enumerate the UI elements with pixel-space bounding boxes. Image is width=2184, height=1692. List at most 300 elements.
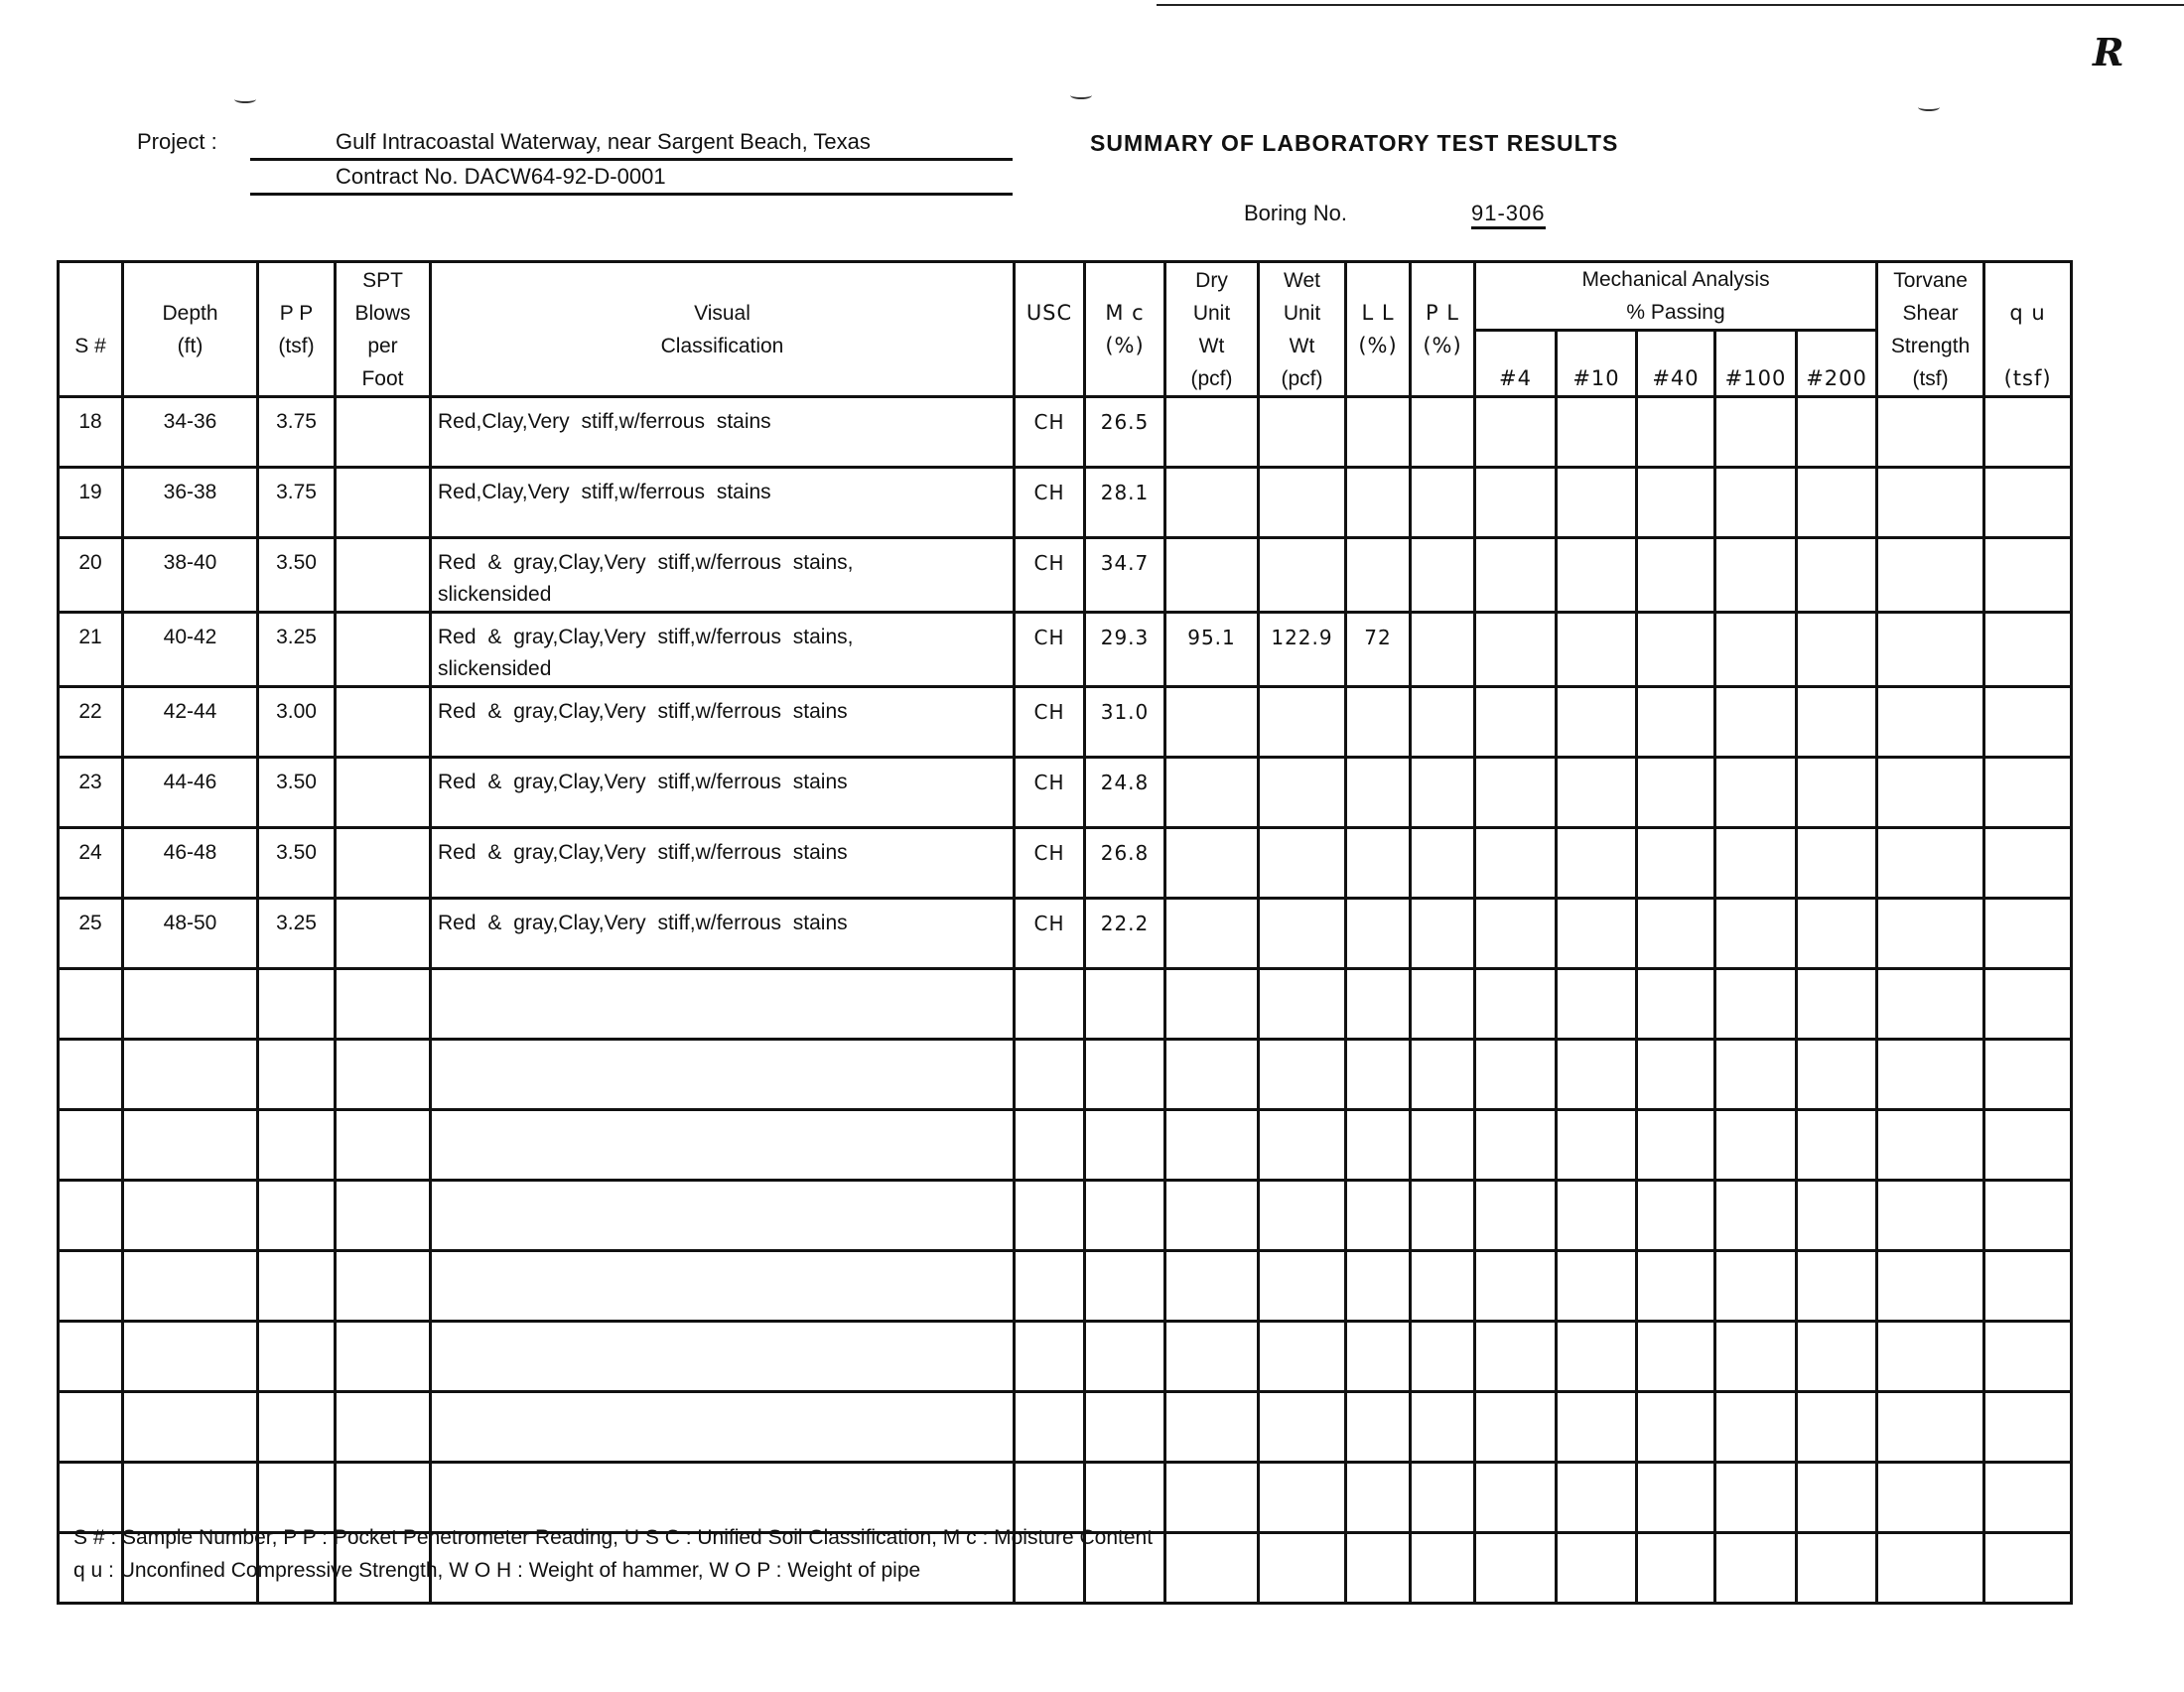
empty-table-row xyxy=(59,1110,2072,1181)
cell-spt xyxy=(336,538,431,613)
empty-cell xyxy=(123,1463,258,1533)
empty-cell xyxy=(1165,1181,1259,1251)
cell-pl xyxy=(1411,828,1475,899)
empty-cell xyxy=(1259,1110,1346,1181)
empty-table-row xyxy=(59,1181,2072,1251)
empty-cell xyxy=(123,1110,258,1181)
empty-cell xyxy=(59,969,123,1040)
cell-mc: 24.8 xyxy=(1085,758,1165,828)
cell-s40 xyxy=(1637,538,1715,613)
cell-s4 xyxy=(1475,687,1557,758)
cell-pl xyxy=(1411,687,1475,758)
empty-cell xyxy=(1557,969,1637,1040)
header-mc: M c (%) xyxy=(1085,262,1165,397)
empty-cell xyxy=(1259,969,1346,1040)
cell-dry xyxy=(1165,538,1259,613)
empty-cell xyxy=(1637,1110,1715,1181)
cell-s200 xyxy=(1797,828,1877,899)
empty-cell xyxy=(123,1392,258,1463)
cell-pp: 3.75 xyxy=(258,397,336,468)
empty-cell xyxy=(258,969,336,1040)
cell-pp: 3.25 xyxy=(258,899,336,969)
cell-torvane xyxy=(1877,828,1984,899)
visual-classification-line: Red & gray,Clay,Very stiff,w/ferrous stains, xyxy=(438,626,854,648)
cell-torvane xyxy=(1877,538,1984,613)
cell-spt xyxy=(336,397,431,468)
cell-pp: 3.00 xyxy=(258,687,336,758)
empty-cell xyxy=(123,1040,258,1110)
empty-cell xyxy=(1165,1251,1259,1322)
cell-ll xyxy=(1346,468,1411,538)
cell-wet: 122.9 xyxy=(1259,613,1346,687)
empty-cell xyxy=(1715,1322,1797,1392)
empty-cell xyxy=(1165,1322,1259,1392)
table-row xyxy=(59,687,2072,758)
cell-mc: 31.0 xyxy=(1085,687,1165,758)
empty-cell xyxy=(1797,1110,1877,1181)
cell-depth: 46-48 xyxy=(123,828,258,899)
empty-cell xyxy=(1984,1110,2072,1181)
cell-s100 xyxy=(1715,613,1797,687)
empty-cell xyxy=(1346,1251,1411,1322)
cell-mc: 29.3 xyxy=(1085,613,1165,687)
cell-pl xyxy=(1411,538,1475,613)
empty-cell xyxy=(431,1181,1015,1251)
empty-cell xyxy=(1877,1463,1984,1533)
cell-pl xyxy=(1411,613,1475,687)
empty-cell xyxy=(1015,1322,1085,1392)
empty-cell xyxy=(1085,1322,1165,1392)
cell-s40 xyxy=(1637,758,1715,828)
empty-cell xyxy=(1165,1392,1259,1463)
empty-cell xyxy=(1557,1040,1637,1110)
cell-visual xyxy=(431,899,1015,969)
empty-cell xyxy=(1715,1392,1797,1463)
cell-s: 21 xyxy=(59,613,123,687)
cell-spt xyxy=(336,828,431,899)
header-visual: Visual Classification xyxy=(431,262,1015,397)
page-title: SUMMARY OF LABORATORY TEST RESULTS xyxy=(1090,130,1619,156)
empty-cell xyxy=(1797,969,1877,1040)
empty-cell xyxy=(431,1040,1015,1110)
cell-pp: 3.25 xyxy=(258,613,336,687)
visual-classification-line: Red & gray,Clay,Very stiff,w/ferrous stains, xyxy=(438,551,854,574)
cell-mc: 26.8 xyxy=(1085,828,1165,899)
empty-cell xyxy=(123,1181,258,1251)
cell-spt xyxy=(336,899,431,969)
cell-s200 xyxy=(1797,468,1877,538)
scan-mark xyxy=(234,95,256,103)
cell-s200 xyxy=(1797,538,1877,613)
cell-visual xyxy=(431,687,1015,758)
legend-line-1: S # : Sample Number, P P : Pocket Penetrometer Reading, U S C : Unified Soil Classification, M c : Moisture Content xyxy=(73,1526,1154,1549)
empty-cell xyxy=(59,1181,123,1251)
cell-s200 xyxy=(1797,397,1877,468)
cell-ll xyxy=(1346,538,1411,613)
boring-number: 91-306 xyxy=(1471,201,1546,229)
cell-visual xyxy=(431,397,1015,468)
empty-cell xyxy=(1346,1040,1411,1110)
table-body xyxy=(59,397,2072,1604)
cell-pl xyxy=(1411,468,1475,538)
empty-cell xyxy=(1715,969,1797,1040)
cell-pp: 3.50 xyxy=(258,538,336,613)
empty-cell xyxy=(1085,1181,1165,1251)
empty-cell xyxy=(1165,1533,1259,1604)
cell-s200 xyxy=(1797,758,1877,828)
cell-dry xyxy=(1165,828,1259,899)
visual-classification-line: slickensided xyxy=(438,657,552,680)
empty-cell xyxy=(1085,1392,1165,1463)
empty-cell xyxy=(1475,1110,1557,1181)
empty-cell xyxy=(1259,1040,1346,1110)
cell-spt xyxy=(336,687,431,758)
empty-cell xyxy=(1797,1533,1877,1604)
empty-cell xyxy=(336,1251,431,1322)
scan-mark xyxy=(1070,91,1092,99)
empty-cell xyxy=(1984,1463,2072,1533)
empty-cell xyxy=(1475,1181,1557,1251)
cell-dry xyxy=(1165,687,1259,758)
cell-s4 xyxy=(1475,468,1557,538)
empty-cell xyxy=(1475,1322,1557,1392)
project-name: Gulf Intracoastal Waterway, near Sargent Beach, Texas xyxy=(250,129,1013,161)
cell-s4 xyxy=(1475,613,1557,687)
legend-line-2: q u : Unconfined Compressive Strength, W O H : Weight of hammer, W O P : Weight of pipe xyxy=(73,1559,921,1582)
cell-usc: CH xyxy=(1015,758,1085,828)
table-row xyxy=(59,468,2072,538)
empty-cell xyxy=(1411,1392,1475,1463)
cell-dry xyxy=(1165,397,1259,468)
cell-s4 xyxy=(1475,758,1557,828)
cell-s4 xyxy=(1475,538,1557,613)
cell-torvane xyxy=(1877,899,1984,969)
empty-cell xyxy=(1346,1533,1411,1604)
empty-cell xyxy=(1259,1463,1346,1533)
empty-cell xyxy=(1877,1322,1984,1392)
cell-wet xyxy=(1259,758,1346,828)
empty-cell xyxy=(1797,1392,1877,1463)
empty-cell xyxy=(1085,969,1165,1040)
cell-s40 xyxy=(1637,687,1715,758)
cell-usc: CH xyxy=(1015,687,1085,758)
empty-cell xyxy=(431,969,1015,1040)
empty-cell xyxy=(1797,1322,1877,1392)
empty-cell xyxy=(1637,1322,1715,1392)
empty-cell xyxy=(336,969,431,1040)
cell-depth: 48-50 xyxy=(123,899,258,969)
empty-cell xyxy=(1637,1392,1715,1463)
header-mechanical-analysis: Mechanical Analysis % Passing xyxy=(1475,262,1877,331)
cell-s: 24 xyxy=(59,828,123,899)
cell-dry xyxy=(1165,758,1259,828)
cell-s10 xyxy=(1557,828,1637,899)
cell-wet xyxy=(1259,397,1346,468)
cell-usc: CH xyxy=(1015,828,1085,899)
cell-ll xyxy=(1346,397,1411,468)
empty-cell xyxy=(1797,1463,1877,1533)
cell-ll: 72 xyxy=(1346,613,1411,687)
empty-cell xyxy=(1475,1533,1557,1604)
empty-cell xyxy=(1475,1040,1557,1110)
empty-cell xyxy=(336,1392,431,1463)
handwritten-mark: R xyxy=(2093,30,2124,74)
cell-s40 xyxy=(1637,397,1715,468)
cell-usc: CH xyxy=(1015,397,1085,468)
empty-cell xyxy=(1015,1181,1085,1251)
empty-cell xyxy=(59,1392,123,1463)
cell-s100 xyxy=(1715,687,1797,758)
visual-classification-line: slickensided xyxy=(438,583,552,606)
cell-s40 xyxy=(1637,899,1715,969)
visual-classification-line: Red & gray,Clay,Very stiff,w/ferrous stains xyxy=(438,700,848,723)
cell-visual xyxy=(431,538,1015,613)
empty-cell xyxy=(336,1322,431,1392)
empty-cell xyxy=(1475,1251,1557,1322)
header-sieve-40: #40 xyxy=(1637,331,1715,397)
cell-qu xyxy=(1984,613,2072,687)
empty-cell xyxy=(1557,1322,1637,1392)
empty-cell xyxy=(1259,1181,1346,1251)
empty-cell xyxy=(1085,1251,1165,1322)
empty-cell xyxy=(258,1322,336,1392)
empty-cell xyxy=(1346,1181,1411,1251)
empty-cell xyxy=(336,1181,431,1251)
lab-results-table xyxy=(57,260,2073,1605)
empty-cell xyxy=(1637,1463,1715,1533)
empty-cell xyxy=(1346,1392,1411,1463)
empty-cell xyxy=(1475,1463,1557,1533)
cell-s10 xyxy=(1557,468,1637,538)
project-label: Project : xyxy=(137,129,217,154)
visual-classification-line: Red & gray,Clay,Very stiff,w/ferrous stains xyxy=(438,841,848,864)
empty-cell xyxy=(1411,1322,1475,1392)
cell-pl xyxy=(1411,758,1475,828)
empty-cell xyxy=(1015,1392,1085,1463)
empty-cell xyxy=(431,1463,1015,1533)
cell-s10 xyxy=(1557,397,1637,468)
empty-cell xyxy=(1557,1533,1637,1604)
empty-cell xyxy=(1015,1251,1085,1322)
cell-depth: 36-38 xyxy=(123,468,258,538)
header-sieve-4: #4 xyxy=(1475,331,1557,397)
empty-cell xyxy=(59,1463,123,1533)
cell-qu xyxy=(1984,397,2072,468)
cell-visual xyxy=(431,613,1015,687)
cell-mc: 34.7 xyxy=(1085,538,1165,613)
empty-cell xyxy=(431,1110,1015,1181)
cell-usc: CH xyxy=(1015,468,1085,538)
cell-ll xyxy=(1346,828,1411,899)
table-row xyxy=(59,538,2072,613)
header-sieve-100: #100 xyxy=(1715,331,1797,397)
empty-cell xyxy=(1557,1251,1637,1322)
empty-cell xyxy=(1715,1110,1797,1181)
cell-qu xyxy=(1984,468,2072,538)
header-depth: Depth (ft) xyxy=(123,262,258,397)
cell-mc: 22.2 xyxy=(1085,899,1165,969)
cell-pp: 3.50 xyxy=(258,828,336,899)
visual-classification-line: Red,Clay,Very stiff,w/ferrous stains xyxy=(438,410,771,433)
empty-table-row xyxy=(59,969,2072,1040)
empty-cell xyxy=(431,1251,1015,1322)
empty-cell xyxy=(1797,1181,1877,1251)
cell-qu xyxy=(1984,538,2072,613)
cell-s40 xyxy=(1637,613,1715,687)
empty-cell xyxy=(1346,1110,1411,1181)
cell-s200 xyxy=(1797,687,1877,758)
empty-cell xyxy=(1259,1322,1346,1392)
cell-s200 xyxy=(1797,613,1877,687)
cell-depth: 42-44 xyxy=(123,687,258,758)
empty-cell xyxy=(1877,1110,1984,1181)
cell-spt xyxy=(336,613,431,687)
empty-cell xyxy=(1411,1533,1475,1604)
visual-classification-line: Red,Clay,Very stiff,w/ferrous stains xyxy=(438,481,771,503)
header-wet-unit-wt: Wet Unit Wt (pcf) xyxy=(1259,262,1346,397)
cell-pl xyxy=(1411,397,1475,468)
empty-cell xyxy=(1411,969,1475,1040)
empty-cell xyxy=(336,1463,431,1533)
cell-s40 xyxy=(1637,468,1715,538)
empty-cell xyxy=(1259,1392,1346,1463)
cell-s10 xyxy=(1557,687,1637,758)
empty-cell xyxy=(59,1110,123,1181)
empty-cell xyxy=(1984,969,2072,1040)
cell-pp: 3.75 xyxy=(258,468,336,538)
empty-cell xyxy=(1259,1533,1346,1604)
empty-cell xyxy=(1637,1251,1715,1322)
table-row xyxy=(59,828,2072,899)
empty-cell xyxy=(1797,1251,1877,1322)
cell-qu xyxy=(1984,899,2072,969)
cell-depth: 44-46 xyxy=(123,758,258,828)
empty-cell xyxy=(123,1251,258,1322)
header-qu: q u (tsf) xyxy=(1984,262,2072,397)
cell-torvane xyxy=(1877,613,1984,687)
header-torvane: Torvane Shear Strength (tsf) xyxy=(1877,262,1984,397)
cell-s: 20 xyxy=(59,538,123,613)
cell-torvane xyxy=(1877,687,1984,758)
empty-cell xyxy=(59,1251,123,1322)
empty-cell xyxy=(1637,1533,1715,1604)
cell-wet xyxy=(1259,687,1346,758)
empty-table-row xyxy=(59,1322,2072,1392)
empty-cell xyxy=(59,1040,123,1110)
empty-cell xyxy=(336,1040,431,1110)
visual-classification-line: Red & gray,Clay,Very stiff,w/ferrous stains xyxy=(438,771,848,793)
empty-cell xyxy=(336,1110,431,1181)
cell-spt xyxy=(336,468,431,538)
header-usc: USC xyxy=(1015,262,1085,397)
cell-s100 xyxy=(1715,468,1797,538)
cell-depth: 34-36 xyxy=(123,397,258,468)
empty-cell xyxy=(1984,1392,2072,1463)
cell-s200 xyxy=(1797,899,1877,969)
empty-cell xyxy=(1877,1040,1984,1110)
empty-cell xyxy=(1085,1040,1165,1110)
empty-cell xyxy=(258,1251,336,1322)
empty-cell xyxy=(1984,1533,2072,1604)
cell-depth: 38-40 xyxy=(123,538,258,613)
cell-usc: CH xyxy=(1015,538,1085,613)
cell-mc: 28.1 xyxy=(1085,468,1165,538)
empty-table-row xyxy=(59,1040,2072,1110)
cell-ll xyxy=(1346,899,1411,969)
empty-cell xyxy=(123,1322,258,1392)
empty-cell xyxy=(1715,1181,1797,1251)
empty-cell xyxy=(1165,969,1259,1040)
empty-cell xyxy=(1085,1110,1165,1181)
empty-cell xyxy=(1637,969,1715,1040)
cell-s: 23 xyxy=(59,758,123,828)
header-dry-unit-wt: Dry Unit Wt (pcf) xyxy=(1165,262,1259,397)
empty-table-row xyxy=(59,1251,2072,1322)
cell-s10 xyxy=(1557,613,1637,687)
cell-wet xyxy=(1259,828,1346,899)
empty-cell xyxy=(1715,1040,1797,1110)
cell-torvane xyxy=(1877,758,1984,828)
empty-cell xyxy=(1411,1251,1475,1322)
empty-cell xyxy=(1984,1181,2072,1251)
empty-cell xyxy=(258,1040,336,1110)
contract-number: Contract No. DACW64-92-D-0001 xyxy=(250,164,1013,196)
header-sample: S # xyxy=(59,262,123,397)
cell-s100 xyxy=(1715,899,1797,969)
empty-cell xyxy=(1877,1392,1984,1463)
empty-cell xyxy=(1015,1040,1085,1110)
empty-cell xyxy=(1165,1040,1259,1110)
cell-wet xyxy=(1259,899,1346,969)
empty-table-row xyxy=(59,1463,2072,1533)
empty-cell xyxy=(1259,1251,1346,1322)
cell-wet xyxy=(1259,468,1346,538)
empty-cell xyxy=(1984,1251,2072,1322)
empty-cell xyxy=(431,1392,1015,1463)
cell-dry: 95.1 xyxy=(1165,613,1259,687)
cell-wet xyxy=(1259,538,1346,613)
empty-cell xyxy=(1015,1463,1085,1533)
empty-cell xyxy=(1877,969,1984,1040)
empty-cell xyxy=(1015,1110,1085,1181)
cell-s4 xyxy=(1475,397,1557,468)
empty-cell xyxy=(123,969,258,1040)
header-spt: SPT Blows per Foot xyxy=(336,262,431,397)
cell-s10 xyxy=(1557,538,1637,613)
cell-usc: CH xyxy=(1015,613,1085,687)
cell-pp: 3.50 xyxy=(258,758,336,828)
empty-cell xyxy=(258,1181,336,1251)
cell-dry xyxy=(1165,899,1259,969)
empty-cell xyxy=(1715,1251,1797,1322)
cell-pl xyxy=(1411,899,1475,969)
cell-ll xyxy=(1346,758,1411,828)
empty-table-row xyxy=(59,1392,2072,1463)
cell-mc: 26.5 xyxy=(1085,397,1165,468)
header-sieve-10: #10 xyxy=(1557,331,1637,397)
scan-mark xyxy=(1918,103,1940,111)
empty-cell xyxy=(1346,969,1411,1040)
cell-visual xyxy=(431,468,1015,538)
empty-cell xyxy=(1715,1533,1797,1604)
empty-cell xyxy=(1877,1251,1984,1322)
table-row xyxy=(59,613,2072,687)
cell-s100 xyxy=(1715,397,1797,468)
empty-cell xyxy=(1346,1463,1411,1533)
table-row xyxy=(59,397,2072,468)
table-row xyxy=(59,899,2072,969)
visual-classification-line: Red & gray,Clay,Very stiff,w/ferrous stains xyxy=(438,912,848,934)
